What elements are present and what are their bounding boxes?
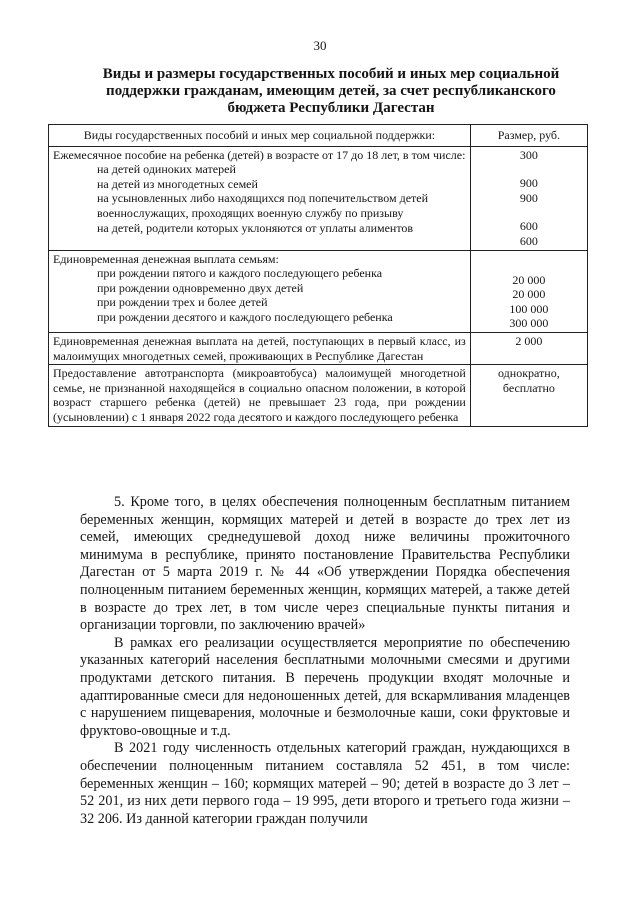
size-value: 900: [519, 190, 538, 205]
row-sub-item: при рождении десятого и каждого последующего ребенка: [97, 309, 393, 324]
table-cell-type: [49, 332, 471, 364]
size-value: 20 000: [512, 272, 546, 287]
benefits-table: [48, 124, 588, 427]
paragraph: В 2021 году численность отдельных категорий граждан, нуждающихся в обеспечении полноценным питанием составляла 52 451, в том числе: беременных женщин – 160; кормящих матерей – 90; детей в возрасте до 3 лет – 52 201, из них дети первого года – 19 995, дети второго и третьего года жизни – 32 206. Из данной категории граждан получили: [80, 740, 570, 827]
row-sub-item: при рождении одновременно двух детей: [97, 280, 304, 295]
row-sub-item: на усыновленных либо находящихся под попечительством детей военнослужащих, проходящих военную службу по призыву: [97, 191, 429, 220]
table-cell-size: [470, 332, 587, 364]
row-title: Ежемесячное пособие на ребенка (детей) в возрасте от 17 до 18 лет, в том числе:: [53, 147, 466, 162]
page-number: 30: [313, 38, 327, 53]
table-row: [49, 365, 588, 426]
table-cell-size: [470, 250, 587, 332]
table-row: [49, 250, 588, 332]
section-title: Виды и размеры государственных пособий и иных мер социальной поддержки гражданам, имеющим детей, за счет республиканского бюджета Республики Дагестан: [102, 66, 560, 116]
size-value: 600: [519, 219, 538, 234]
table-header-size: Размер, руб.: [470, 125, 587, 147]
table-cell-type: [49, 250, 471, 332]
size-value: 2 000: [515, 333, 543, 348]
row-sub-item: на детей, родители которых уклоняются от уплаты алиментов: [97, 220, 414, 235]
paragraph: 5. Кроме того, в целях обеспечения полноценным бесплатным питанием беременных женщин, кормящих матерей и детей в возрасте до трех лет из семей, имеющих среднедушевой доход ниже величины прожиточного минимума в республике, принято постановление Правительства Республики Дагестан от 5 марта 2019 г. № 44 «Об утверждении Порядка обеспечения полноценным питанием беременных женщин, кормящих матерей, а также детей в возрасте до трех лет, в том числе через специальные пункты питания и организации торговли, по заключению врачей»: [80, 494, 570, 634]
table-cell-type: [49, 365, 471, 426]
table-row: [49, 146, 588, 250]
size-value: однократно, бесплатно: [498, 366, 560, 395]
table-cell-size: [470, 146, 587, 250]
size-value: 20 000: [512, 287, 546, 302]
table-cell-size: [470, 365, 587, 426]
size-value: 600: [519, 233, 538, 248]
paragraph: В рамках его реализации осуществляется мероприятие по обеспечению указанных категорий населения бесплатными молочными смесями и другими продуктами детского питания. В перечень продукции входят молочные и адаптированные смеси для недоношенных детей, для вскармливания младенцев с нарушением пищеварения, молочные и безмолочные каши, соки фруктовые и фруктово-овощные и т.д.: [80, 634, 570, 739]
size-value: 100 000: [509, 301, 549, 316]
body-text: [80, 494, 570, 828]
table-cell-type: [49, 146, 471, 250]
row-title: Предоставление автотранспорта (микроавтобуса) малоимущей многодетной семье, не признанной находящейся в социально опасном положении, в которой возраст старшего ребенка (детей) не превышает 23 года, при рождении (усыновлении) с 1 января 2022 года десятого и каждого последующего ребенка: [53, 366, 466, 424]
row-title: Единовременная денежная выплата на детей, поступающих в первый класс, из малоимущих многодетных семей, проживающих в Республике Дагестан: [53, 333, 466, 363]
table-header-types: Виды государственных пособий и иных мер социальной поддержки:: [49, 125, 471, 147]
row-sub-item: при рождении пятого и каждого последующего ребенка: [97, 266, 383, 281]
table-row: [49, 332, 588, 364]
size-value: 900: [519, 176, 538, 191]
row-sub-item: на детей одиноких матерей: [97, 162, 236, 177]
row-sub-item: на детей из многодетных семей: [97, 176, 258, 191]
table-header-row: [49, 125, 588, 147]
row-sub-item: при рождении трех и более детей: [97, 295, 268, 310]
size-value: 300 000: [509, 316, 549, 331]
row-title: Единовременная денежная выплата семьям:: [53, 251, 279, 266]
size-value: 300: [519, 147, 538, 162]
